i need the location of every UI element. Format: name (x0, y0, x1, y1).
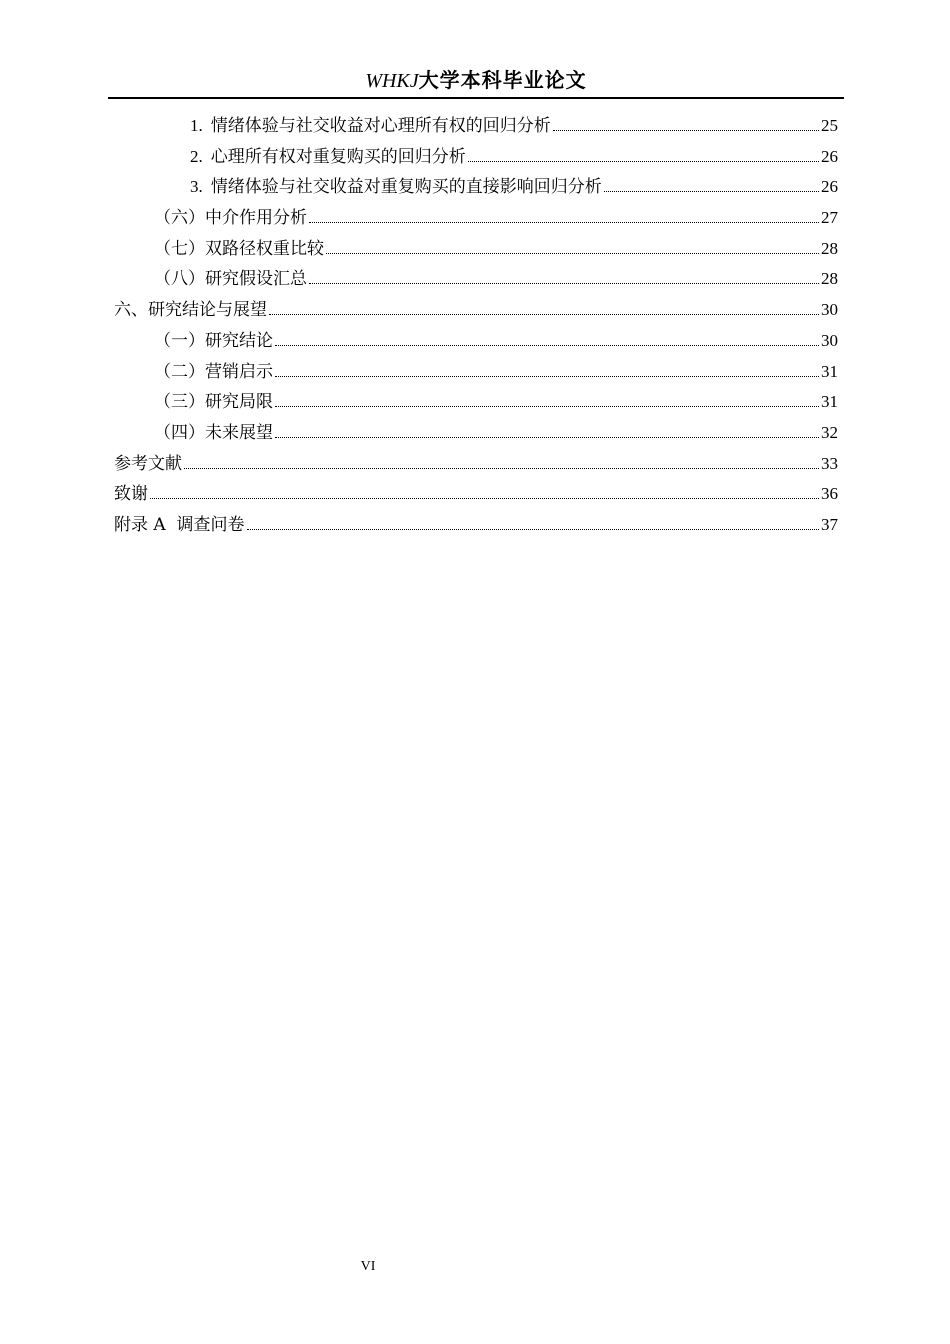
toc-entry[interactable] (114, 418, 838, 449)
toc-entry[interactable] (114, 479, 838, 510)
toc-entry[interactable] (114, 203, 838, 234)
toc-entry-page: 30 (821, 330, 838, 350)
table-of-contents (114, 111, 838, 541)
toc-entry-page: 37 (821, 514, 838, 534)
toc-entry-page: 25 (821, 116, 838, 135)
toc-dot-leader (275, 406, 819, 407)
toc-entry[interactable] (114, 295, 838, 326)
toc-entry-page: 28 (821, 238, 838, 258)
toc-entry-title: 六、研究结论与展望 (114, 300, 267, 321)
toc-dot-leader (247, 529, 820, 530)
header-title: 大学本科毕业论文 (418, 68, 587, 92)
toc-dot-leader (275, 376, 819, 377)
toc-entry-title: （三）研究局限 (154, 392, 273, 413)
toc-dot-leader (553, 130, 819, 131)
toc-entry[interactable] (114, 357, 838, 388)
toc-entry-page: 26 (821, 146, 838, 166)
toc-dot-leader (269, 314, 819, 315)
toc-entry-number: 3. (190, 177, 203, 197)
toc-entry[interactable] (114, 264, 838, 295)
toc-dot-leader (309, 222, 819, 223)
toc-entry[interactable] (114, 387, 838, 418)
toc-entry-title: （二）营销启示 (154, 361, 273, 382)
toc-entry-title: （八）研究假设汇总 (154, 269, 307, 290)
toc-entry[interactable] (114, 326, 838, 357)
toc-entry-page: 31 (821, 392, 838, 412)
toc-entry-title: 情绪体验与社交收益对心理所有权的回归分析 (210, 116, 551, 136)
toc-entry-title: （四）未来展望 (154, 422, 273, 443)
page-header (108, 66, 844, 95)
toc-entry-page: 33 (821, 453, 838, 473)
toc-dot-leader (150, 498, 819, 499)
toc-dot-leader (184, 468, 819, 469)
toc-entry[interactable] (114, 510, 838, 541)
page-number: VI (360, 1259, 376, 1274)
toc-entry-page: 26 (821, 177, 838, 197)
toc-entry-title: 参考文献 (114, 453, 182, 474)
header-rule (108, 97, 844, 99)
toc-entry-page: 36 (821, 484, 838, 504)
toc-dot-leader (275, 345, 819, 346)
toc-dot-leader (604, 191, 819, 192)
toc-entry[interactable] (114, 142, 838, 173)
header-latin-name: WHKJ (365, 70, 419, 92)
toc-entry-title: 情绪体验与社交收益对重复购买的直接影响回归分析 (210, 177, 602, 198)
toc-entry-title: （七）双路径权重比较 (154, 238, 324, 259)
toc-entry-page: 27 (821, 208, 838, 228)
toc-entry-page: 31 (821, 361, 838, 381)
toc-entry-title: 致谢 (114, 484, 148, 505)
toc-entry-number: 2. (190, 146, 203, 166)
toc-dot-leader (309, 283, 819, 284)
toc-entry-title: 心理所有权对重复购买的回归分析 (210, 146, 466, 167)
toc-entry-title: （一）研究结论 (154, 330, 273, 351)
toc-entry[interactable] (114, 449, 838, 480)
toc-dot-leader (275, 437, 819, 438)
toc-dot-leader (468, 161, 819, 162)
toc-entry-title: 附录 A 调查问卷 (114, 514, 245, 535)
toc-entry-title: （六）中介作用分析 (154, 208, 307, 229)
toc-entry[interactable] (114, 172, 838, 203)
toc-entry-page: 32 (821, 422, 838, 442)
toc-entry-page: 30 (821, 300, 838, 320)
toc-entry[interactable] (114, 234, 838, 265)
toc-entry-number: 1. (190, 116, 203, 135)
toc-entry[interactable] (114, 111, 838, 142)
toc-dot-leader (326, 253, 819, 254)
toc-entry-page: 28 (821, 269, 838, 289)
